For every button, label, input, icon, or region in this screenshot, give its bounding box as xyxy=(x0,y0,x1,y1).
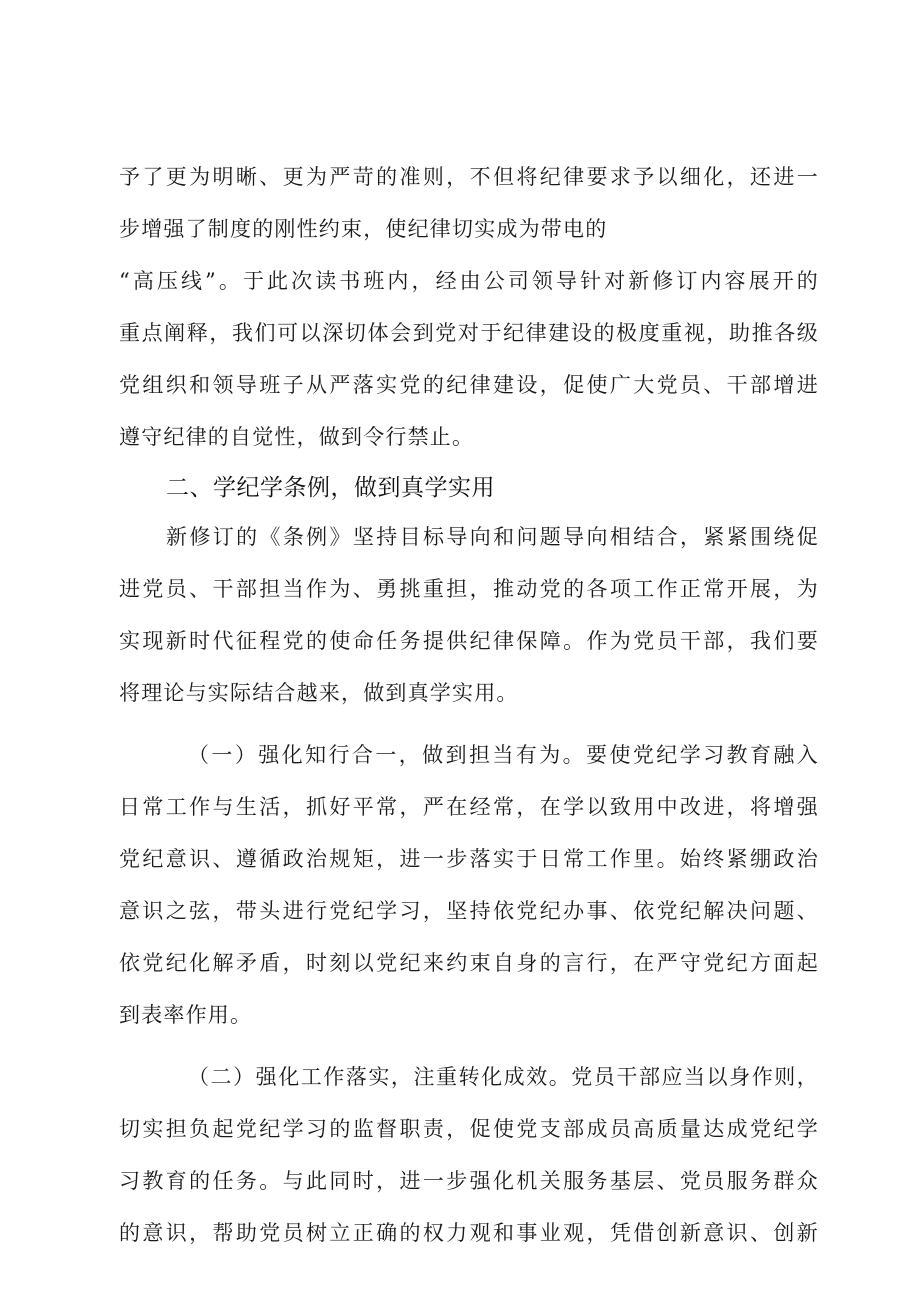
paragraph-line: “高压线”。于此次读书班内，经由公司领导针对新修订内容展开的 xyxy=(119,269,819,293)
paragraph-line: 遵守纪律的自觉性，做到令行禁止。 xyxy=(119,425,475,449)
paragraph-line: 实现新时代征程党的使命任务提供纪律保障。作为党员干部，我们要 xyxy=(119,629,819,653)
paragraph-line: 新修订的《条例》坚持目标导向和问题导向相结合，紧紧围绕促 xyxy=(166,525,819,549)
paragraph-line: 的意识，帮助党员树立正确的权力观和事业观，凭借创新意识、创新 xyxy=(119,1221,819,1245)
section-heading: 二、学纪学条例，做到真学实用 xyxy=(166,475,495,501)
paragraph-line: 到表率作用。 xyxy=(119,1003,253,1027)
paragraph-line: 习教育的任务。与此同时，进一步强化机关服务基层、党员服务群众 xyxy=(119,1169,819,1193)
paragraph-line: （二）强化工作落实，注重转化成效。党员干部应当以身作则， xyxy=(188,1065,819,1089)
paragraph-line: 进党员、干部担当作为、勇挑重担，推动党的各项工作正常开展，为 xyxy=(119,577,819,601)
paragraph-line: 切实担负起党纪学习的监督职责，促使党支部成员高质量达成党纪学 xyxy=(119,1117,819,1141)
paragraph-line: 依党纪化解矛盾，时刻以党纪来约束自身的言行，在严守党纪方面起 xyxy=(119,951,819,975)
paragraph-line: 予了更为明晰、更为严苛的准则，不但将纪律要求予以细化，还进一 xyxy=(119,165,819,189)
paragraph-line: 党组织和领导班子从严落实党的纪律建设，促使广大党员、干部增进 xyxy=(119,373,819,397)
paragraph-line: 步增强了制度的刚性约束，使纪律切实成为带电的 xyxy=(119,217,608,241)
paragraph-line: 党纪意识、遵循政治规矩，进一步落实于日常工作里。始终紧绷政治 xyxy=(119,847,819,871)
paragraph-line: 日常工作与生活，抓好平常，严在经常，在学以致用中改进，将增强 xyxy=(119,795,819,819)
paragraph-line: 意识之弦，带头进行党纪学习，坚持依党纪办事、依党纪解决问题、 xyxy=(119,899,819,923)
paragraph-line: （一）强化知行合一，做到担当有为。要使党纪学习教育融入 xyxy=(188,743,819,767)
paragraph-line: 将理论与实际结合越来，做到真学实用。 xyxy=(119,681,519,705)
paragraph-line: 重点阐释，我们可以深切体会到党对于纪律建设的极度重视，助推各级 xyxy=(119,321,819,345)
